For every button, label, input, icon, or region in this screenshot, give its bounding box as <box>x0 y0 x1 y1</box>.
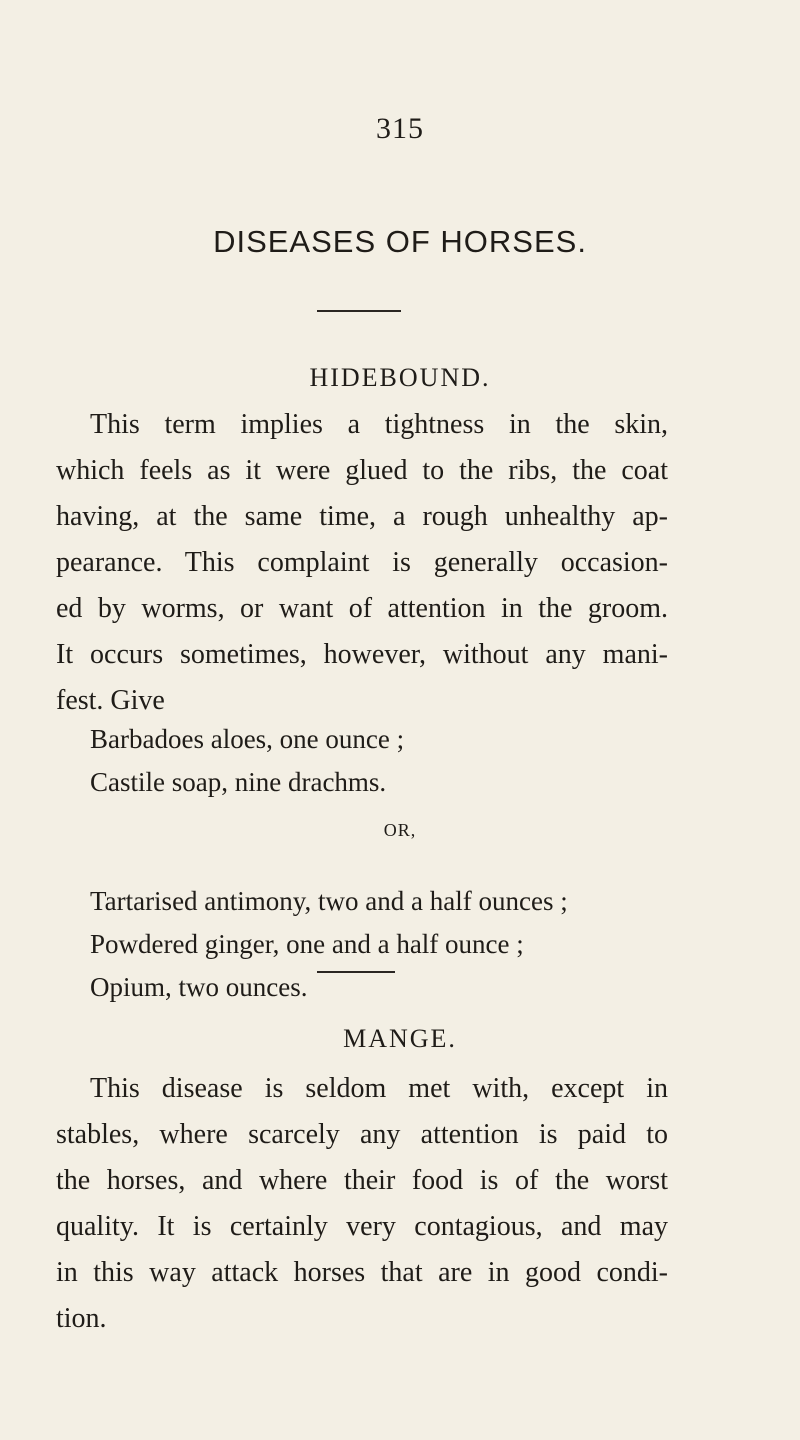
paragraph-line: in this way attack horses that are in good condi- <box>56 1257 668 1288</box>
paragraph-line: pearance. This complaint is generally occasion- <box>56 547 668 578</box>
chapter-title: DISEASES OF HORSES. <box>213 224 587 259</box>
paragraph-line: stables, where scarcely any attention is paid to <box>56 1119 668 1150</box>
section-divider <box>317 310 401 312</box>
recipe-item: Tartarised antimony, two and a half ounces ; <box>90 886 568 916</box>
section-heading-hidebound: HIDEBOUND. <box>309 363 491 392</box>
paragraph-line: the horses, and where their food is of the worst <box>56 1165 668 1196</box>
recipe-list-2 <box>90 880 568 1009</box>
paragraph-line: which feels as it were glued to the ribs, the coat <box>56 455 668 486</box>
recipe-item: Opium, two ounces. <box>90 972 308 1002</box>
paragraph-line: This term implies a tightness in the skin, <box>90 409 668 440</box>
hidebound-paragraph <box>56 402 668 724</box>
section-divider <box>317 971 395 973</box>
recipe-list-1 <box>90 718 404 804</box>
recipe-item: Barbadoes aloes, one ounce ; <box>90 724 405 754</box>
recipe-item: Castile soap, nine drachms. <box>90 767 387 797</box>
section-heading-mange: MANGE. <box>343 1024 457 1053</box>
paragraph-line: tion. <box>56 1303 107 1334</box>
paragraph-line: fest. Give <box>56 685 165 716</box>
page-number: 315 <box>376 112 424 145</box>
paragraph-line: This disease is seldom met with, except in <box>90 1073 668 1104</box>
paragraph-line: ed by worms, or want of attention in the groom. <box>56 593 668 624</box>
recipe-item: Powdered ginger, one and a half ounce ; <box>90 929 524 959</box>
mange-paragraph <box>56 1066 668 1342</box>
or-separator: OR, <box>383 820 417 840</box>
paragraph-line: quality. It is certainly very contagious, and may <box>56 1211 668 1242</box>
paragraph-line: having, at the same time, a rough unhealthy ap- <box>56 501 668 532</box>
paragraph-line: It occurs sometimes, however, without any mani- <box>56 639 668 670</box>
